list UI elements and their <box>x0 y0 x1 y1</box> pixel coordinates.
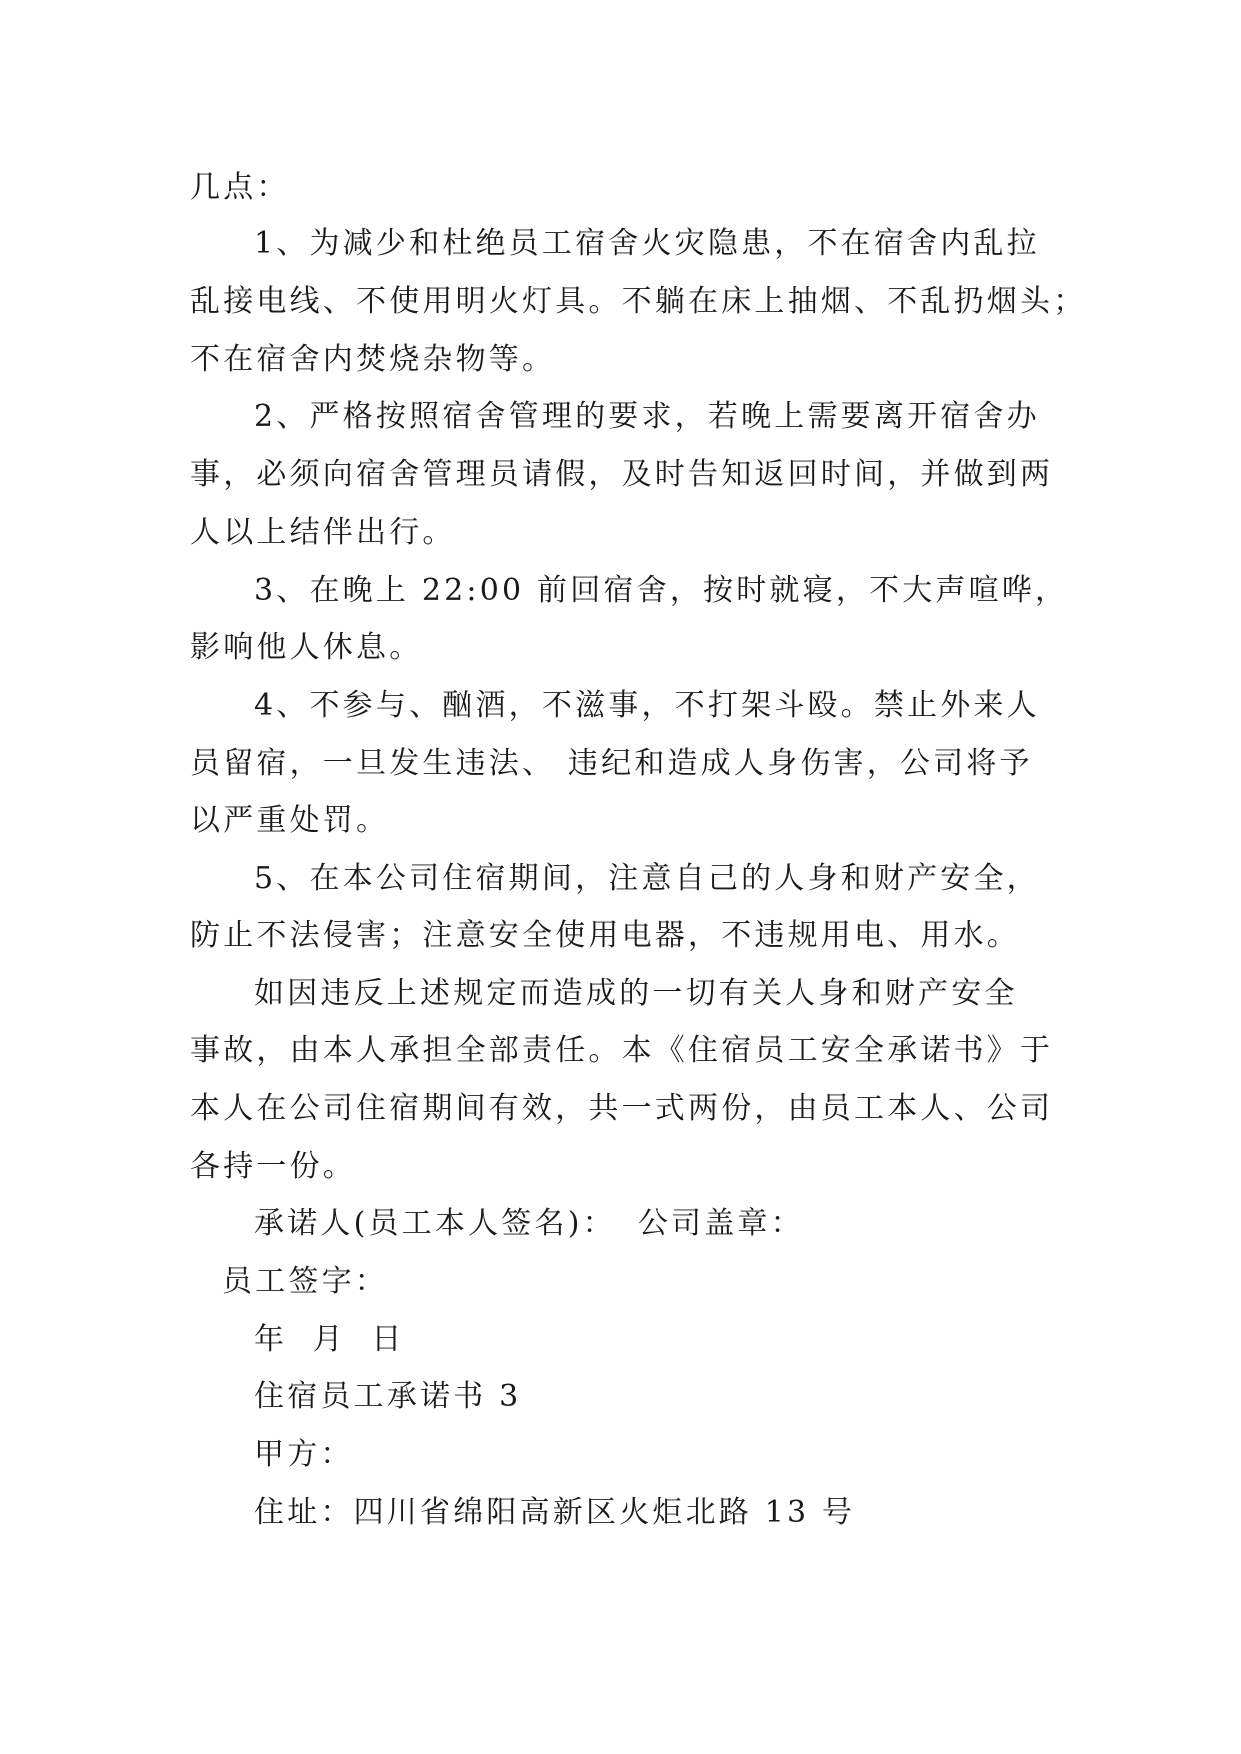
item-5-line-1: 5、在本公司住宿期间，注意自己的人身和财产安全， <box>254 861 1040 896</box>
item-2-line-3: 人以上结伴出行。 <box>190 515 456 550</box>
closing-line-2: 事故，由本人承担全部责任。本《住宿员工安全承诺书》于 <box>190 1033 1054 1068</box>
closing-line-3: 本人在公司住宿期间有效，共一式两份，由员工本人、公司 <box>190 1091 1054 1126</box>
company-seal-label: 公司盖章： <box>637 1206 804 1241</box>
closing-line-4: 各持一份。 <box>190 1149 356 1184</box>
intro-text: 几点： <box>190 170 290 205</box>
item-2-line-2: 事，必须向宿舍管理员请假，及时告知返回时间，并做到两 <box>190 457 1054 492</box>
signature-row <box>254 1204 804 1244</box>
item-1-line-3: 不在宿舍内焚烧杂物等。 <box>190 342 556 377</box>
item-4-line-3: 以严重处罚。 <box>190 803 390 838</box>
item-4-line-1: 4、不参与、酗酒，不滋事，不打架斗殴。禁止外来人 <box>254 688 1040 723</box>
item-3-line-1: 3、在晚上 22:00 前回宿舍，按时就寝，不大声喧哗， <box>254 573 1069 608</box>
item-1-line-1: 1、为减少和杜绝员工宿舍火灾隐患，不在宿舍内乱拉 <box>254 226 1040 261</box>
party-a-label: 甲方： <box>254 1437 354 1472</box>
item-5-line-2: 防止不法侵害；注意安全使用电器，不违规用电、用水。 <box>190 918 1020 953</box>
item-1-line-2: 乱接电线、不使用明火灯具。不躺在床上抽烟、不乱扔烟头； <box>190 284 1087 319</box>
employee-sign-label: 员工签字： <box>222 1264 388 1299</box>
item-4-line-2: 员留宿，一旦发生违法、 违纪和造成人身伤害，公司将予 <box>190 746 1033 781</box>
date-line: 年 月 日 <box>254 1322 405 1357</box>
item-2-line-1: 2、严格按照宿舍管理的要求，若晚上需要离开宿舍办 <box>254 399 1040 434</box>
address-line: 住址：四川省绵阳高新区火炬北路 13 号 <box>254 1495 856 1530</box>
item-3-line-2: 影响他人休息。 <box>190 630 423 665</box>
promisor-label: 承诺人(员工本人签名)： <box>254 1206 616 1241</box>
next-section-title: 住宿员工承诺书 3 <box>254 1379 522 1414</box>
closing-line-1: 如因违反上述规定而造成的一切有关人身和财产安全 <box>254 976 1018 1011</box>
